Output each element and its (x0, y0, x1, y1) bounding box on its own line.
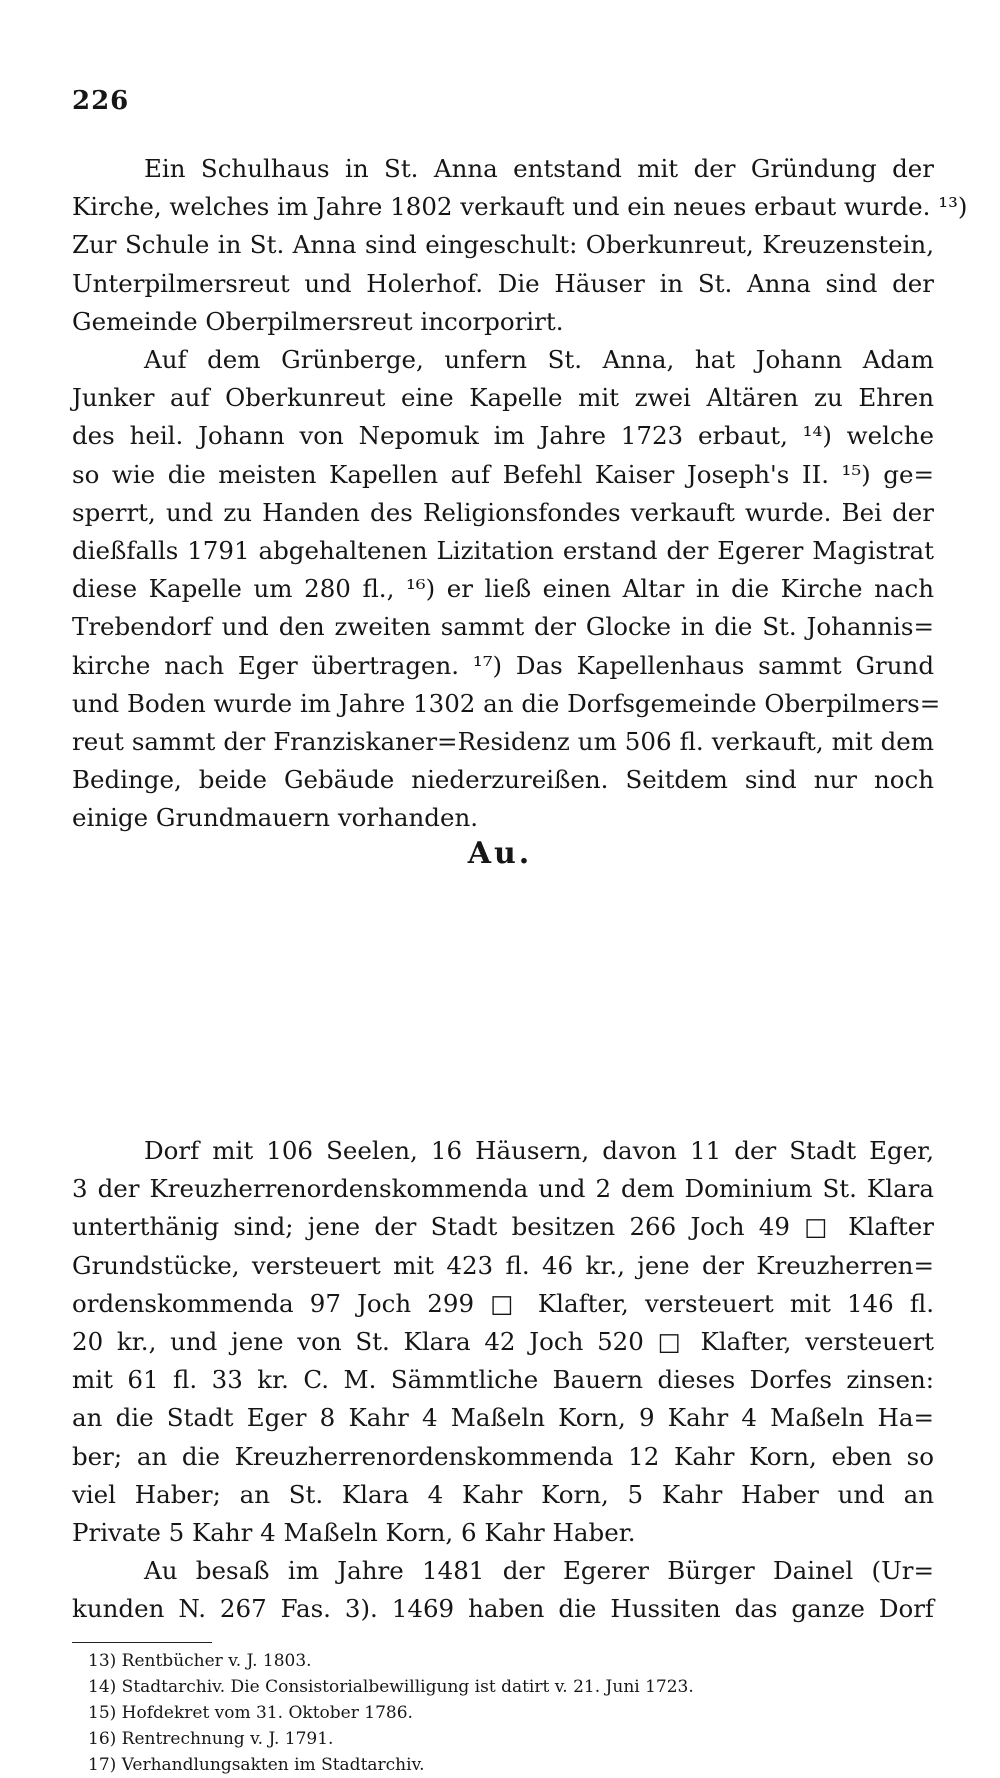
paragraph-line: kunden N. 267 Fas. 3). 1469 haben die Hussiten das ganze Dorf (72, 1594, 934, 1624)
paragraph-line: diese Kapelle um 280 fl., ¹⁶) er ließ einen Altar in die Kirche nach (72, 574, 934, 604)
footnote: 15) Hofdekret vom 31. Oktober 1786. (88, 1703, 413, 1723)
paragraph-line: und Boden wurde im Jahre 1302 an die Dorfsgemeinde Oberpilmers= (72, 688, 941, 718)
paragraph-line: mit 61 fl. 33 kr. C. M. Sämmtliche Bauern dieses Dorfes zinsen: (72, 1365, 934, 1395)
paragraph-line: Private 5 Kahr 4 Maßeln Korn, 6 Kahr Haber. (72, 1518, 636, 1548)
paragraph-line: unterthänig sind; jene der Stadt besitzen 266 Joch 49 □ Klafter (72, 1212, 934, 1242)
paragraph-line: ordenskommenda 97 Joch 299 □ Klafter, versteuert mit 146 fl. (72, 1288, 934, 1318)
paragraph-line: Trebendorf und den zweiten sammt der Glocke in die St. Johannis= (72, 612, 934, 642)
section-heading: Au. (467, 836, 533, 871)
section-text-block (72, 1132, 934, 1629)
paragraph-line: ber; an die Kreuzherrenordenskommenda 12 Kahr Korn, eben so (72, 1441, 934, 1471)
paragraph-line: reut sammt der Franziskaner=Residenz um 506 fl. verkauft, mit dem (72, 727, 934, 757)
paragraph-line: Ein Schulhaus in St. Anna entstand mit der Gründung der (144, 154, 934, 183)
paragraph-line: kirche nach Eger übertragen. ¹⁷) Das Kapellenhaus sammt Grund (72, 650, 934, 680)
paragraph-line: 20 kr., und jene von St. Klara 42 Joch 520 □ Klafter, versteuert (72, 1327, 934, 1357)
paragraph-line: Auf dem Grünberge, unfern St. Anna, hat Johann Adam (144, 345, 934, 375)
paragraph-line: sperrt, und zu Handen des Religionsfondes verkauft wurde. Bei der (72, 497, 934, 527)
paragraph-line: des heil. Johann von Nepomuk im Jahre 1723 erbaut, ¹⁴) welche (72, 421, 934, 451)
footnote: 17) Verhandlungsakten im Stadtarchiv. (88, 1755, 425, 1775)
footnotes (88, 1648, 888, 1778)
footnote: 14) Stadtarchiv. Die Consistorialbewilligung ist datirt v. 21. Juni 1723. (88, 1677, 694, 1697)
page-number: 226 (72, 86, 130, 116)
footnote-divider (72, 1642, 212, 1643)
paragraph-line: so wie die meisten Kapellen auf Befehl Kaiser Joseph's II. ¹⁵) ge= (72, 459, 934, 489)
footnote: 16) Rentrechnung v. J. 1791. (88, 1729, 334, 1749)
paragraph-line: 3 der Kreuzherrenordenskommenda und 2 dem Dominium St. Klara (72, 1174, 934, 1204)
paragraph-line: Grundstücke, versteuert mit 423 fl. 46 kr., jene der Kreuzherren= (72, 1250, 934, 1280)
paragraph-line: Au besaß im Jahre 1481 der Egerer Bürger Dainel (Ur= (144, 1556, 934, 1586)
paragraph-line: dießfalls 1791 abgehaltenen Lizitation erstand der Egerer Magistrat (72, 536, 934, 566)
paragraph-line: einige Grundmauern vorhanden. (72, 803, 479, 833)
main-text-block (72, 150, 968, 838)
paragraph-line: Zur Schule in St. Anna sind eingeschult: Oberkunreut, Kreuzenstein, (72, 230, 934, 260)
paragraph-line: Unterpilmersreut und Holerhof. Die Häuser in St. Anna sind der (72, 268, 934, 298)
paragraph-line: Dorf mit 106 Seelen, 16 Häusern, davon 11 der Stadt Eger, (144, 1136, 934, 1165)
footnote: 13) Rentbücher v. J. 1803. (88, 1651, 312, 1671)
paragraph-line: Junker auf Oberkunreut eine Kapelle mit zwei Altären zu Ehren (72, 383, 934, 413)
paragraph-line: Kirche, welches im Jahre 1802 verkauft und ein neues erbaut wurde. ¹³) (72, 192, 968, 222)
paragraph-line: an die Stadt Eger 8 Kahr 4 Maßeln Korn, 9 Kahr 4 Maßeln Ha= (72, 1403, 934, 1433)
paragraph-line: viel Haber; an St. Klara 4 Kahr Korn, 5 Kahr Haber und an (72, 1479, 934, 1509)
paragraph-line: Bedinge, beide Gebäude niederzureißen. Seitdem sind nur noch (72, 765, 934, 795)
paragraph-line: Gemeinde Oberpilmersreut incorporirt. (72, 306, 564, 336)
